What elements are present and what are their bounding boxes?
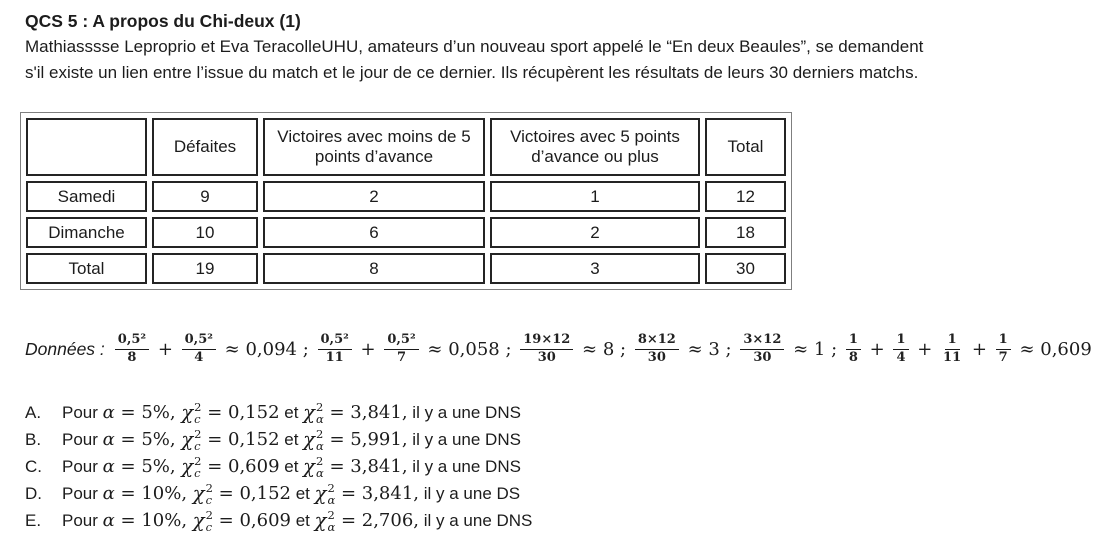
text-run: Pour	[62, 402, 103, 422]
chi-glyph: χ	[192, 481, 205, 505]
donnees-line	[25, 326, 1099, 372]
fraction-numerator: 0,5²	[318, 332, 352, 350]
table-row	[26, 217, 786, 248]
fraction-denominator: 11	[325, 349, 344, 365]
option-text	[62, 455, 521, 478]
chi-glyph: χ	[303, 400, 315, 424]
chi-squared-symbol	[181, 401, 201, 424]
chi-subscript: c	[205, 492, 213, 507]
fraction	[846, 332, 861, 367]
chi-subscript: α	[316, 465, 324, 480]
chi-scripts	[194, 456, 201, 479]
text-run: +	[863, 338, 891, 360]
data-cell: 1	[490, 181, 700, 212]
chi-scripts	[327, 483, 335, 506]
fraction-numerator: 0,5²	[115, 332, 149, 350]
text-run: +	[152, 338, 179, 360]
chi-squared-symbol	[315, 509, 336, 532]
text-run: ≈ 3 ;	[681, 338, 738, 360]
chi-subscript: α	[316, 411, 324, 426]
results-table	[20, 112, 792, 290]
fraction	[635, 332, 679, 367]
fraction-numerator: 8×12	[635, 332, 679, 350]
donnees-label: Données :	[25, 338, 105, 359]
data-cell: 3	[490, 253, 700, 284]
intro-line-2: s'il existe un lien entre l’issue du match et le jour de ce dernier. Ils récupèrent les résultats de leurs 30 derniers matchs.	[25, 63, 919, 82]
fraction-numerator: 3×12	[740, 332, 784, 350]
data-cell: 10	[152, 217, 258, 248]
fraction-denominator: 7	[396, 349, 407, 365]
fraction	[996, 332, 1011, 367]
text-run: ≈ 0,094 ;	[218, 338, 315, 360]
option-text	[62, 482, 520, 505]
answer-option	[25, 480, 1099, 507]
chi-squared-symbol	[193, 509, 213, 532]
chi-scripts	[316, 456, 324, 479]
text-run: et	[279, 402, 304, 422]
chi-superscript: 2	[316, 400, 324, 414]
text-run: = 3,841,	[323, 402, 408, 423]
text-run: il y a une DNS	[407, 402, 521, 422]
fraction-numerator: 0,5²	[384, 332, 418, 350]
chi-scripts	[327, 510, 335, 533]
text-run: = 10%,	[114, 483, 193, 504]
option-letter: E.	[25, 510, 42, 530]
fraction-denominator: 4	[896, 349, 906, 365]
chi-subscript: α	[327, 492, 336, 507]
answer-option	[25, 426, 1099, 453]
donnees-formulas	[112, 332, 1092, 367]
data-cell: 19	[152, 253, 258, 284]
chi-squared-symbol	[315, 482, 336, 505]
fraction	[740, 332, 784, 367]
fraction	[318, 332, 352, 367]
fraction-denominator: 30	[753, 349, 772, 365]
text-run: = 5%,	[114, 402, 182, 423]
text-run: il y a une DS	[419, 483, 521, 503]
chi-superscript: 2	[194, 454, 202, 468]
text-run: il y a une DNS	[407, 456, 521, 476]
option-letter: A.	[25, 402, 42, 422]
chi-scripts	[194, 402, 201, 425]
text-run: et	[291, 510, 315, 530]
fraction-denominator: 4	[194, 349, 204, 365]
chi-glyph: χ	[314, 481, 327, 505]
fraction	[384, 332, 418, 367]
text-run: +	[911, 338, 939, 360]
chi-subscript: α	[316, 438, 324, 453]
chi-superscript: 2	[327, 508, 335, 522]
text-run: = 10%,	[114, 510, 193, 531]
table-header-cell: Total	[705, 118, 786, 176]
chi-superscript: 2	[316, 427, 324, 441]
data-cell: 12	[705, 181, 786, 212]
data-cell: 18	[705, 217, 786, 248]
text-run: Pour	[62, 510, 103, 530]
text-run: il y a une DNS	[419, 510, 533, 530]
table-header-cell: Victoires avec 5 points d’avance ou plus	[490, 118, 700, 176]
text-run: α	[102, 402, 115, 423]
table-header-cell: Défaites	[152, 118, 258, 176]
fraction	[182, 332, 216, 367]
chi-subscript: c	[194, 411, 201, 426]
text-run: et	[279, 456, 304, 476]
chi-glyph: χ	[181, 400, 194, 424]
option-text	[62, 509, 532, 532]
chi-glyph: χ	[303, 427, 315, 451]
fraction-denominator: 30	[647, 349, 666, 365]
data-cell: 2	[490, 217, 700, 248]
chi-squared-symbol	[303, 401, 324, 424]
data-cell: 9	[152, 181, 258, 212]
table-row	[26, 253, 786, 284]
chi-subscript: c	[194, 438, 201, 453]
text-run: α	[102, 429, 115, 450]
fraction-denominator: 30	[537, 349, 556, 365]
table-header-row	[26, 118, 786, 176]
fraction-denominator: 8	[848, 349, 858, 365]
data-cell: 8	[263, 253, 485, 284]
answer-option	[25, 507, 1099, 534]
chi-squared-symbol	[303, 455, 324, 478]
chi-scripts	[194, 429, 201, 452]
chi-glyph: χ	[314, 508, 327, 532]
chi-glyph: χ	[181, 454, 194, 478]
chi-squared-symbol	[303, 428, 324, 451]
question-title: QCS 5 : A propos du Chi-deux (1)	[25, 11, 301, 31]
chi-squared-symbol	[181, 428, 201, 451]
intro-line-1: Mathiasssse Leproprio et Eva TeracolleUHU, amateurs d’un nouveau sport appelé le “En deux Beaules”, se demandent	[25, 37, 924, 56]
chi-glyph: χ	[303, 454, 315, 478]
text-run: ≈ 8 ;	[576, 338, 632, 360]
row-label-cell: Total	[26, 253, 147, 284]
text-run: = 5,991,	[323, 429, 408, 450]
chi-squared-symbol	[181, 455, 201, 478]
chi-glyph: χ	[192, 508, 205, 532]
chi-scripts	[316, 402, 324, 425]
chi-superscript: 2	[327, 481, 335, 495]
text-run: α	[102, 456, 115, 477]
answer-option	[25, 453, 1099, 480]
chi-squared-symbol	[193, 482, 213, 505]
fraction-denominator: 7	[998, 349, 1008, 365]
chi-subscript: c	[194, 465, 201, 480]
chi-superscript: 2	[194, 400, 202, 414]
text-run: ≈ 0,609	[1013, 338, 1092, 360]
table-row	[26, 181, 786, 212]
answer-options-list	[25, 399, 1099, 534]
text-run: α	[102, 483, 115, 504]
text-run: = 0,609	[212, 510, 291, 531]
text-run: = 0,152	[212, 483, 291, 504]
text-run: Pour	[62, 483, 103, 503]
text-run: = 3,841,	[323, 456, 408, 477]
table-header-cell: Victoires avec moins de 5 points d’avance	[263, 118, 485, 176]
fraction-numerator: 19×12	[520, 332, 573, 350]
chi-scripts	[206, 510, 213, 533]
text-run: et	[291, 483, 315, 503]
option-text	[62, 401, 521, 424]
text-run: ≈ 1 ;	[787, 338, 843, 360]
fraction-numerator: 1	[893, 332, 908, 350]
text-run: = 0,152	[201, 402, 280, 423]
data-cell: 2	[263, 181, 485, 212]
text-run: ≈ 0,058 ;	[421, 338, 518, 360]
row-label-cell: Dimanche	[26, 217, 147, 248]
text-run: = 5%,	[114, 456, 182, 477]
chi-scripts	[316, 429, 324, 452]
fraction-numerator: 1	[945, 332, 960, 350]
data-cell: 30	[705, 253, 786, 284]
text-run: et	[279, 429, 304, 449]
chi-superscript: 2	[194, 427, 202, 441]
results-table-body	[26, 118, 786, 284]
chi-superscript: 2	[205, 508, 213, 522]
data-cell: 6	[263, 217, 485, 248]
fraction	[520, 332, 573, 367]
row-label-cell: Samedi	[26, 181, 147, 212]
text-run: = 0,609	[201, 456, 280, 477]
text-run: +	[354, 338, 382, 360]
text-run: il y a une DNS	[407, 429, 521, 449]
text-run: α	[102, 510, 115, 531]
chi-scripts	[206, 483, 213, 506]
text-run: = 3,841,	[335, 483, 420, 504]
chi-superscript: 2	[316, 454, 324, 468]
fraction-denominator: 11	[943, 349, 962, 365]
fraction	[115, 332, 149, 367]
text-run: +	[966, 338, 993, 360]
chi-subscript: c	[205, 519, 213, 534]
answer-option	[25, 399, 1099, 426]
corner-cell	[26, 118, 147, 176]
fraction-denominator: 8	[127, 349, 137, 365]
fraction	[941, 332, 963, 367]
chi-subscript: α	[327, 519, 336, 534]
option-letter: D.	[25, 483, 42, 503]
chi-superscript: 2	[205, 481, 213, 495]
fraction	[893, 332, 908, 367]
chi-glyph: χ	[181, 427, 194, 451]
fraction-numerator: 1	[846, 332, 861, 350]
option-letter: B.	[25, 429, 42, 449]
fraction-numerator: 0,5²	[182, 332, 216, 350]
text-run: = 2,706,	[335, 510, 420, 531]
option-text	[62, 428, 521, 451]
option-letter: C.	[25, 456, 42, 476]
text-run: Pour	[62, 456, 103, 476]
text-run: = 0,152	[201, 429, 280, 450]
fraction-numerator: 1	[996, 332, 1011, 350]
text-run: = 5%,	[114, 429, 182, 450]
text-run: Pour	[62, 429, 103, 449]
